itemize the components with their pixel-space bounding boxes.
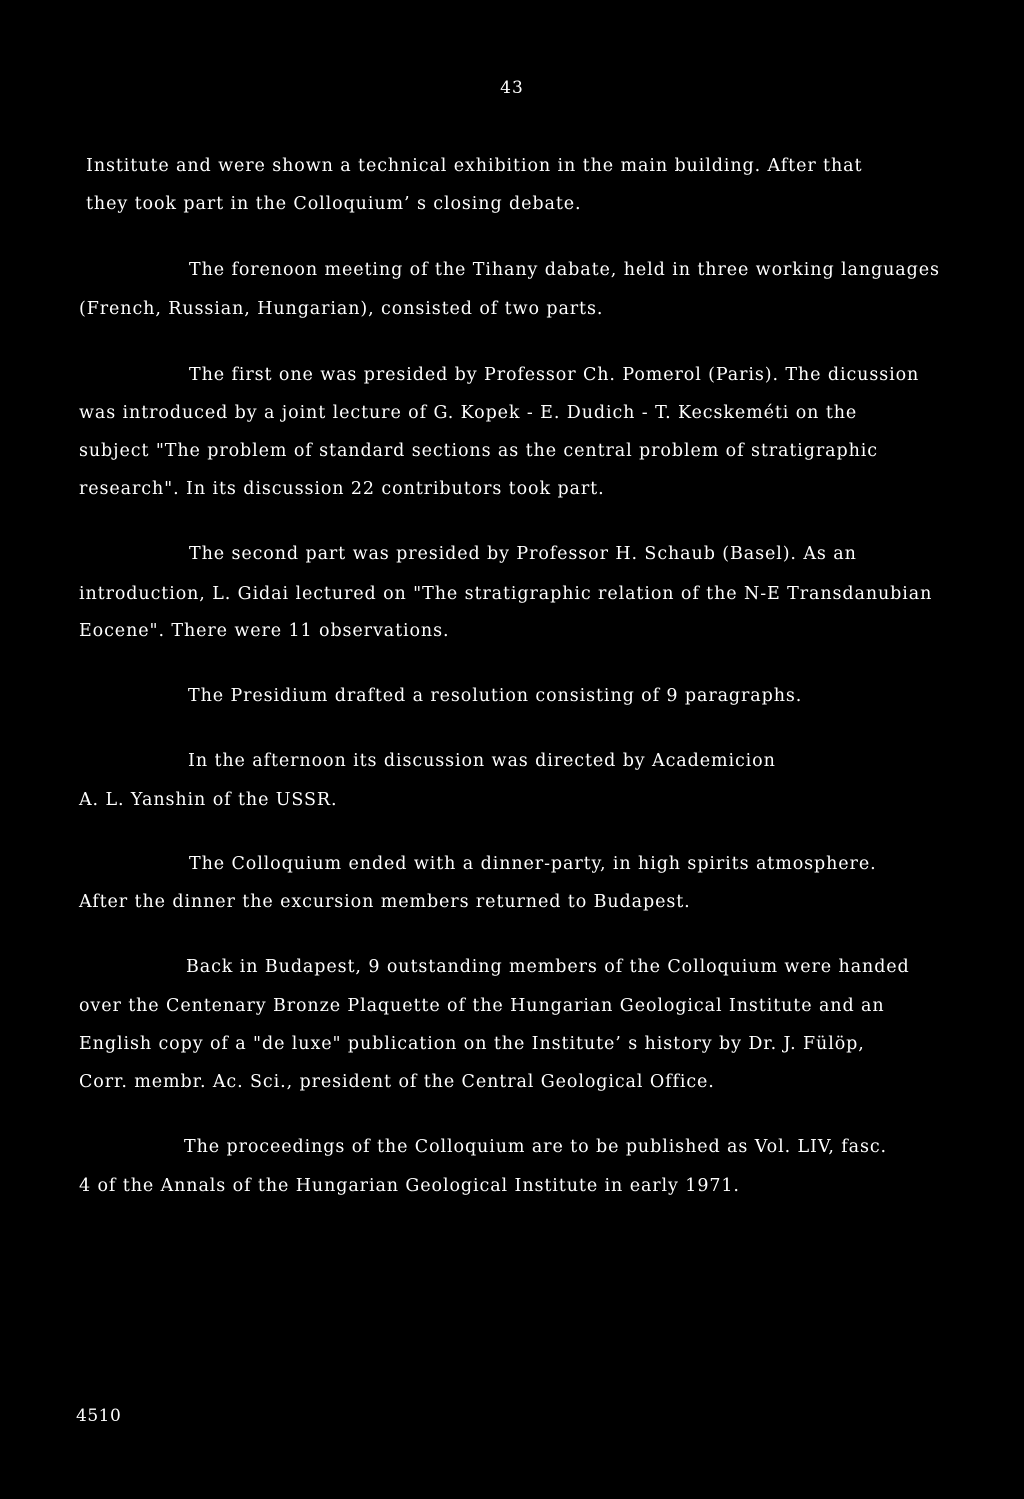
text-line-16: After the dinner the excursion members returned to Budapest. xyxy=(79,892,691,912)
text-line-20: Corr. membr. Ac. Sci., president of the Central Geological Office. xyxy=(79,1072,715,1092)
text-line-22: 4 of the Annals of the Hungarian Geological Institute in early 1971. xyxy=(79,1176,740,1196)
text-line-4: (French, Russian, Hungarian), consisted of two parts. xyxy=(79,299,604,319)
text-line-17: Back in Budapest, 9 outstanding members of the Colloquium were handed xyxy=(186,957,910,977)
text-line-13: In the afternoon its discussion was directed by Academicion xyxy=(188,751,776,771)
page-number: 43 xyxy=(500,78,524,98)
text-line-3: The forenoon meeting of the Tihany dabate, held in three working languages xyxy=(189,260,940,280)
text-line-10: introduction, L. Gidai lectured on "The stratigraphic relation of the N-E Transdanubian xyxy=(79,584,933,604)
text-line-19: English copy of a "de luxe" publication on the Institute’ s history by Dr. J. Fülöp, xyxy=(79,1034,865,1054)
text-line-12: The Presidium drafted a resolution consisting of 9 paragraphs. xyxy=(188,686,803,706)
text-line-2: they took part in the Colloquium’ s closing debate. xyxy=(86,194,582,214)
text-line-6: was introduced by a joint lecture of G. Kopek - E. Dudich - T. Kecskeméti on the xyxy=(79,403,858,423)
text-line-21: The proceedings of the Colloquium are to be published as Vol. LIV, fasc. xyxy=(184,1137,888,1157)
text-line-7: subject "The problem of standard sections as the central problem of stratigraphic xyxy=(79,441,878,461)
text-line-9: The second part was presided by Professor H. Schaub (Basel). As an xyxy=(189,544,857,564)
text-line-15: The Colloquium ended with a dinner-party, in high spirits atmosphere. xyxy=(189,854,877,874)
text-line-14: A. L. Yanshin of the USSR. xyxy=(79,790,338,810)
footer-code: 4510 xyxy=(76,1406,122,1426)
text-line-8: research". In its discussion 22 contributors took part. xyxy=(79,479,605,499)
text-line-5: The first one was presided by Professor Ch. Pomerol (Paris). The dicussion xyxy=(189,365,920,385)
text-line-1: Institute and were shown a technical exhibition in the main building. After that xyxy=(86,156,863,176)
text-line-11: Eocene". There were 11 observations. xyxy=(79,621,450,641)
text-line-18: over the Centenary Bronze Plaquette of the Hungarian Geological Institute and an xyxy=(79,996,885,1016)
